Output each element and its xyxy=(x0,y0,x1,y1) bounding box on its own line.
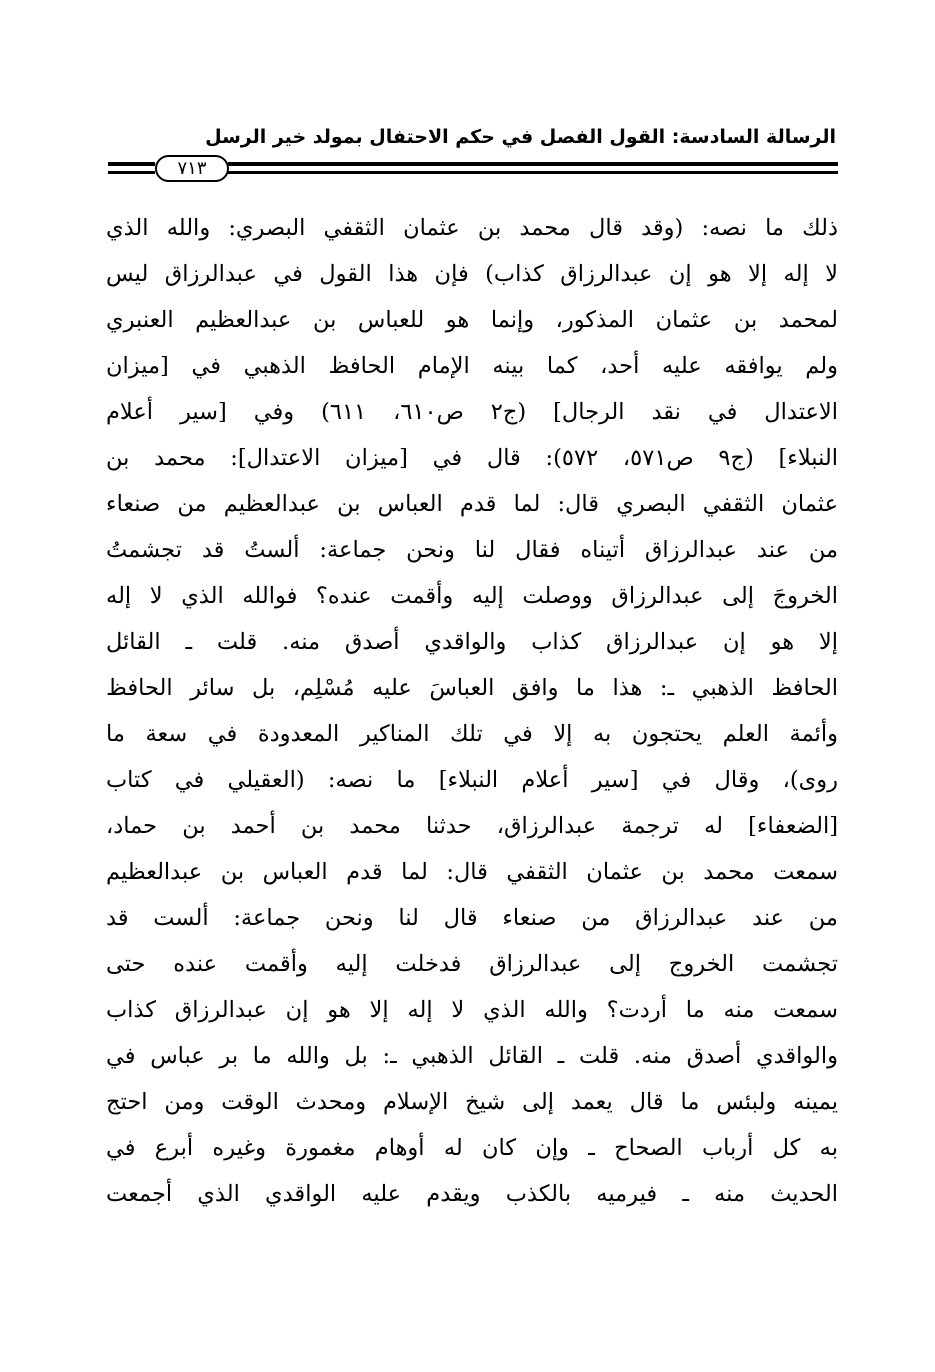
text-line-4: ولم يوافقه عليه أحد، كما بينه الإمام الحافظ الذهبي في [ميزان xyxy=(106,353,838,379)
text-line-20: يمينه ولبئس ما قال يعمد إلى شيخ الإسلام ومحدث الوقت ومن احتج xyxy=(106,1089,838,1115)
text-line-12: وأئمة العلم يحتجون به إلا في تلك المناكير المعدودة في سعة ما xyxy=(106,721,838,747)
running-title: الرسالة السادسة: القول الفصل في حكم الاحتفال بمولد خير الرسل xyxy=(205,126,836,148)
header-rule-left-thick xyxy=(108,162,155,166)
text-line-8: من عند عبدالرزاق أتيناه فقال لنا ونحن جماعة: ألستُ قد تجشمتُ xyxy=(106,537,838,563)
header-rule-right-thick xyxy=(228,162,838,166)
text-line-19: والواقدي أصدق منه. قلت ـ القائل الذهبي ـ: بل والله ما بر عباس في xyxy=(106,1043,838,1069)
header-rule-right-thin xyxy=(228,171,838,174)
text-line-22: الحديث منه ـ فيرميه بالكذب ويقدم عليه الواقدي الذي أجمعت xyxy=(106,1181,838,1207)
text-line-5: الاعتدال في نقد الرجال] (ج٢ ص٦١٠، ٦١١) وفي [سير أعلام xyxy=(106,399,838,425)
text-line-11: الحافظ الذهبي ـ: هذا ما وافق العباسَ عليه مُسْلِم، بل سائر الحافظ xyxy=(106,675,838,701)
page-number: ٧١٣ xyxy=(155,155,229,182)
text-line-1: ذلك ما نصه: (وقد قال محمد بن عثمان الثقفي البصري: والله الذي xyxy=(106,215,838,241)
text-line-18: سمعت منه ما أردت؟ والله الذي لا إله إلا هو إن عبدالرزاق كذاب xyxy=(106,997,838,1023)
header-rule-right xyxy=(228,162,838,176)
text-line-7: عثمان الثقفي البصري قال: لما قدم العباس بن عبدالعظيم من صنعاء xyxy=(106,491,838,517)
text-line-9: الخروجَ إلى عبدالرزاق ووصلت إليه وأقمت عنده؟ فوالله الذي لا إله xyxy=(106,583,838,609)
text-line-14: [الضعفاء] له ترجمة عبدالرزاق، حدثنا محمد بن أحمد بن حماد، xyxy=(106,813,838,839)
text-line-2: لا إله إلا هو إن عبدالرزاق كذاب) فإن هذا القول في عبدالرزاق ليس xyxy=(106,261,838,287)
text-line-13: روى)، وقال في [سير أعلام النبلاء] ما نصه: (العقيلي في كتاب xyxy=(106,767,838,793)
text-line-3: لمحمد بن عثمان المذكور، وإنما هو للعباس بن عبدالعظيم العنبري xyxy=(106,307,838,333)
header-rule-left xyxy=(108,162,155,176)
header-rule-left-thin xyxy=(108,171,155,174)
text-line-10: إلا هو إن عبدالرزاق كذاب والواقدي أصدق منه. قلت ـ القائل xyxy=(106,629,838,655)
body-text xyxy=(106,205,838,1217)
text-line-15: سمعت محمد بن عثمان الثقفي قال: لما قدم العباس بن عبدالعظيم xyxy=(106,859,838,885)
text-line-21: به كل أرباب الصحاح ـ وإن كان له أوهام مغمورة وغيره أبرع في xyxy=(106,1135,838,1161)
text-line-6: النبلاء] (ج٩ ص٥٧١، ٥٧٢): قال في [ميزان الاعتدال]: محمد بن xyxy=(106,445,838,471)
text-line-17: تجشمت الخروج إلى عبدالرزاق فدخلت إليه وأقمت عنده حتى xyxy=(106,951,838,977)
text-line-16: من عند عبدالرزاق من صنعاء قال لنا ونحن جماعة: ألست قد xyxy=(106,905,838,931)
